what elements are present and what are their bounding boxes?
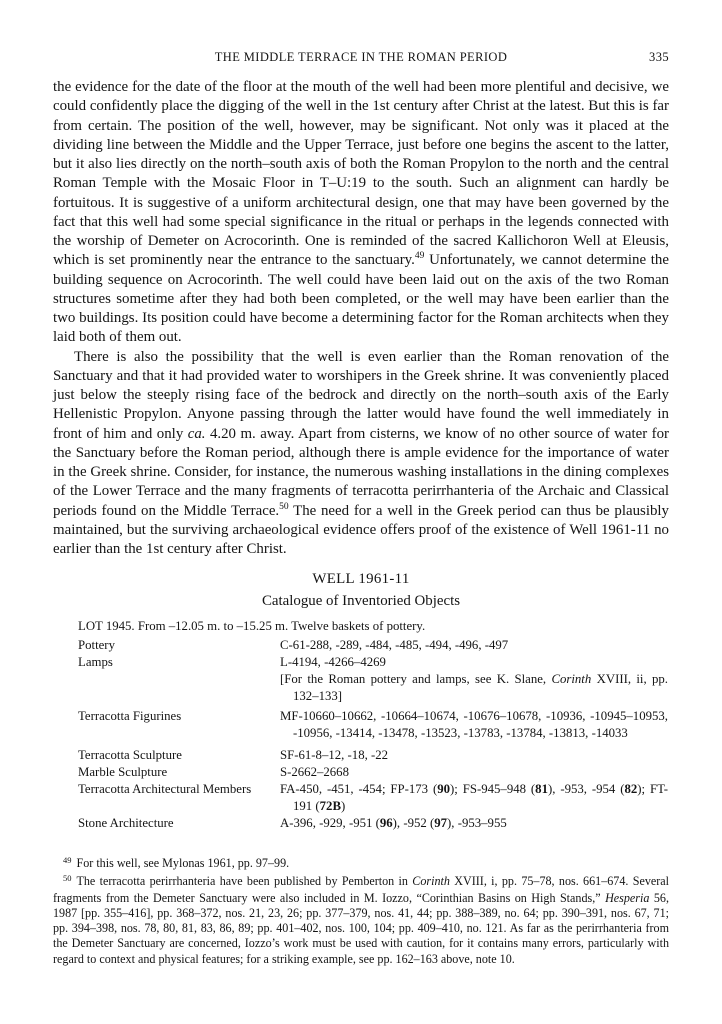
plate-ref: 82 <box>624 782 638 796</box>
catalog-value: S-2662–2668 <box>280 765 349 779</box>
footnote-text-c: 56, 1987 [pp. 355–416], pp. 368–372, nos. 21, 23, 26; pp. 377–379, nos. 41, 44; pp. 388–389, no. 64; pp. 390–391, nos. 67, 71; pp. 394–398, nos. 78, 80, 81, 83, 86, 89; pp. 401–402, nos. 100, 104; pp. 409–410, no. 121. As far as the perirrhanteria from the Demeter Sanctuary are concerned, Iozzo’s work must be used with caution, for it contains many errors, particularly with regard to context and physical features; for a striking example, see pp. 162–163 above, note 10. <box>53 890 670 966</box>
plate-ref: 81 <box>535 782 548 796</box>
plate-ref: 72B <box>319 799 341 813</box>
paragraph-1 <box>53 78 669 348</box>
catalog-text: ), -953, -954 ( <box>547 782 625 796</box>
catalog-row-pottery <box>78 637 668 654</box>
paragraph-1-text-b: Unfortunately, we cannot determine the building sequence on Acrocorinth. The well could have been laid out on the axis of the two Roman structures sometime after they had both been completed, or the well may have been earlier than the two buildings. Its position could have become a determining factor for the Roman architects when they laid both of them out. <box>53 252 669 346</box>
plate-ref: 90 <box>437 782 451 796</box>
catalog-text: FA-450, -451, -454; FP-173 ( <box>280 782 438 796</box>
paragraph-2 <box>53 348 669 560</box>
catalog-label: Terracotta Figurines <box>78 709 182 723</box>
catalog-value: MF-10660–10662, -10664–10674, -10676–10678, -10936, -10945–10953, -10956, -13414, -13478, -13523, -13783, -13784, -13813, -14033 <box>280 709 668 740</box>
catalog-text: ); FS-945–948 ( <box>450 782 536 796</box>
catalog-note-text-a: [For the Roman pottery and lamps, see K. Slane, <box>280 672 552 686</box>
catalog-row-marble <box>78 764 668 781</box>
footnote-49 <box>53 856 669 872</box>
catalog-text: A-396, -929, -951 ( <box>280 816 380 830</box>
catalog-label: Terracotta Architectural Members <box>78 782 252 796</box>
footnote-italic-corinth: Corinth <box>412 874 450 889</box>
paragraph-2-text-c: The need for a well in the Greek period can thus be plausibly maintained, but the surviving archaeological evidence offers proof of the existence of Well 1961-11 no earlier than the 1st century after Christ. <box>53 502 669 557</box>
footnote-ref-49[interactable]: 49 <box>414 251 425 262</box>
catalog-heading: Catalogue of Inventoried Objects <box>261 593 461 609</box>
footnote-text: For this well, see Mylonas 1961, pp. 97–99. <box>76 856 290 870</box>
catalog-table <box>78 637 668 832</box>
catalog-row-stone <box>78 815 668 832</box>
catalog-value: SF-61-8–12, -18, -22 <box>280 748 389 762</box>
lot-description: LOT 1945. From –12.05 m. to –15.25 m. Twelve baskets of pottery. <box>78 619 426 633</box>
running-head <box>53 50 669 68</box>
footnote-italic-hesperia: Hesperia <box>605 890 650 905</box>
catalog-value: L-4194, -4266–4269 <box>280 655 386 669</box>
catalog-label: Stone Architecture <box>78 816 174 830</box>
catalog-label: Lamps <box>78 655 113 669</box>
footnotes <box>53 856 669 969</box>
page-number: 335 <box>649 50 669 64</box>
footnote-ref-50[interactable]: 50 <box>279 501 289 512</box>
catalog-text: ) <box>341 799 346 813</box>
paragraph-1-text-a: the evidence for the date of the floor at the mouth of the well had been more plentiful and decisive, we could confidently place the digging of the well in the 1st century after Christ at the latest. But this is far from certain. The position of the well, however, may be significant. Not only was it placed at the dividing line between the Middle and the Upper Terrace, just before one begins the ascent to the latter, but it also lies directly on the north–south axis of both the Roman Propylon to the north and the central Roman Temple with the Mosaic Floor in T–U:19 to the south. Such an alignment can hardly be fortuitous. It is suggestive of a uniform architectural design, one that may have been governed by the fact that this well had some special significance in the ritual or perhaps in the legends connected with the worship of Demeter on Acrocorinth. One is reminded of the sacred Kallichoron Well at Eleusis, which is set prominently near the entrance to the sanctuary. <box>53 79 669 269</box>
circa-abbrev: ca. <box>187 425 206 442</box>
catalog-text: ); FT-191 ( <box>293 782 668 813</box>
catalog-row-lamps <box>78 654 668 671</box>
catalog-value <box>280 781 668 815</box>
catalog-text: ), -953–955 <box>447 816 507 830</box>
footnote-number: 49 <box>63 855 72 865</box>
catalog-row-terracotta-sculpture <box>78 747 668 764</box>
footnote-text-b: XVIII, i, pp. 75–78, nos. 661–674. Several fragments from the Demeter Sanctuary were also included in M. Iozzo, “Corinthian Basins on High Stands,” <box>53 874 669 905</box>
catalog-note-italic: Corinth <box>551 672 592 686</box>
catalog-value: C-61-288, -289, -484, -485, -494, -496, -497 <box>280 638 509 652</box>
plate-ref: 97 <box>434 816 448 830</box>
paragraph-2-text-b: 4.20 m. away. Apart from cisterns, we know of no other source of water for the Sanctuary before the Roman period, although there is ample evidence for the importance of water in the Greek shrine. Consider, for instance, the numerous washing installations in the dining complexes of the Lower Terrace and the many fragments of terracotta perirrhanteria of the Archaic and Classical periods found on the Middle Terrace. <box>53 425 669 519</box>
catalog-note <box>280 671 668 708</box>
footnote-number: 50 <box>63 873 72 884</box>
section-heading: WELL 1961-11 <box>312 571 410 587</box>
catalog-label: Terracotta Sculpture <box>78 748 182 762</box>
catalog-note-text-b: XVIII, ii, pp. 132–133] <box>293 672 668 703</box>
plate-ref: 96 <box>379 816 393 830</box>
footnote-50 <box>53 874 669 967</box>
running-title: THE MIDDLE TERRACE IN THE ROMAN PERIOD <box>214 50 508 64</box>
catalog-value <box>280 815 668 832</box>
catalog-row-architectural <box>78 781 668 815</box>
catalog-row-note <box>78 671 668 708</box>
catalog-label: Marble Sculpture <box>78 765 168 779</box>
body-text <box>53 78 669 559</box>
catalog-row-figurines <box>78 708 668 747</box>
catalog-text: ), -952 ( <box>392 816 435 830</box>
paragraph-2-text-a: There is also the possibility that the well is even earlier than the Roman renovation of the Sanctuary and that it had provided water to worshipers in the Greek shrine. It was conveniently placed just below the steeply rising face of the bedrock and directly on the north–south axis of the Early Hellenistic Propylon. Anyone passing through the latter would have found the well immediately in front of him and only <box>53 348 669 442</box>
footnote-text-a: The terracotta perirrhanteria have been published by Pemberton in <box>76 874 413 889</box>
catalog-label: Pottery <box>78 638 115 652</box>
